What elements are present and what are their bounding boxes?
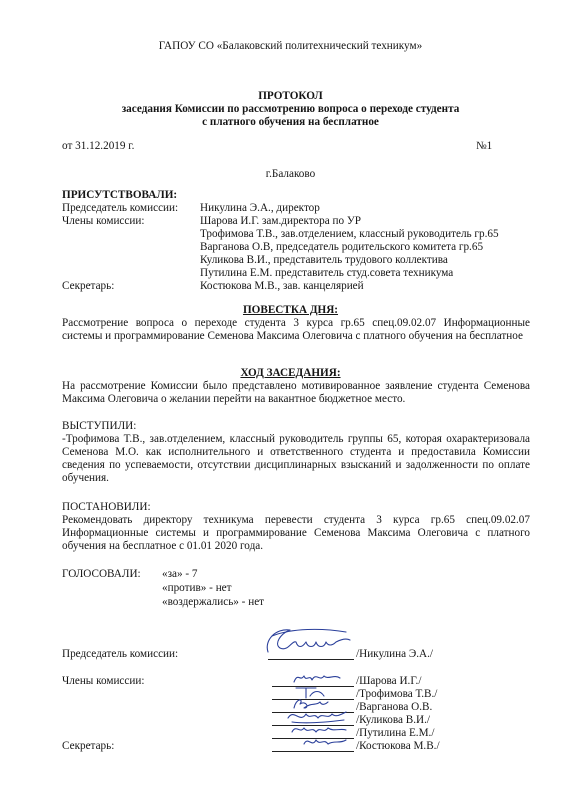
member-item: Куликова В.И., представитель трудового коллектива [200, 254, 448, 266]
sign-chair-name: /Никулина Э.А./ [356, 648, 434, 660]
sign-member-name: /Варганова О.В. [356, 701, 433, 713]
resolution-text: Рекомендовать директору техникума перевести студента 3 курса гр.65 спец.09.02.07 Информационные системы и программирование Семенова Максима Олеговича с платного обучения на бесплатное с 01.01 2020 года. [62, 514, 530, 552]
sign-member-name: /Куликова В.И./ [356, 714, 431, 726]
chair-value: Никулина Э.А., директор [200, 202, 320, 214]
sign-members-label: Члены комиссии: [62, 675, 145, 687]
sign-secretary-name: /Костюкова М.В./ [356, 740, 440, 752]
organization-name: ГАПОУ СО «Балаковский политехнический техникум» [158, 40, 423, 52]
vote-against: «против» - нет [162, 582, 232, 594]
sign-chair-label: Председатель комиссии: [62, 648, 179, 660]
secretary-label: Секретарь: [62, 280, 115, 292]
member-item: Шарова И.Г. зам.директора по УР [200, 215, 362, 227]
member-item: Путилина Е.М. представитель студ.совета техникума [200, 267, 454, 279]
agenda-text: Рассмотрение вопроса о переходе студента 3 курса гр.65 спец.09.02.07 Информационные системы и программирование Семенова Максима Олеговича с платного обучения на бесплатное [62, 317, 530, 342]
sign-member-name: /Путилина Е.М./ [356, 727, 435, 739]
protocol-number: №1 [476, 140, 493, 152]
secretary-value: Костюкова М.В., зав. канцелярией [200, 280, 364, 292]
signature-secretary [300, 734, 350, 752]
sign-member-name: /Шарова И.Г./ [356, 675, 422, 687]
vote-for: «за» - 7 [162, 568, 198, 580]
sign-member-name: /Трофимова Т.В./ [356, 688, 438, 700]
protocol-date: от 31.12.2019 г. [62, 140, 135, 152]
voting-label: ГОЛОСОВАЛИ: [62, 568, 141, 580]
member-item: Варганова О.В, председатель родительского комитета гр.65 [200, 241, 484, 253]
document-title: ПРОТОКОЛ [258, 90, 323, 102]
resolution-heading: ПОСТАНОВИЛИ: [62, 501, 151, 513]
proceedings-heading: ХОД ЗАСЕДАНИЯ: [240, 367, 341, 379]
vote-abstain: «воздержались» - нет [162, 596, 265, 608]
document-subtitle-line2: с платного обучения на бесплатное [202, 116, 379, 128]
attendees-heading: ПРИСУТСТВОВАЛИ: [62, 189, 178, 201]
city: г.Балаково [265, 168, 316, 180]
speakers-text: -Трофимова Т.В., зав.отделением, классный руководитель группы 65, которая охарактеризовала Семенова М.О. как исполнительного и ответственного студента и предоставила Комиссии сведения по успеваемости, отсутствии дисциплинарных взысканий и задолженности по оплате обучения. [62, 433, 530, 484]
document-subtitle-line1: заседания Комиссии по рассмотрению вопроса о переходе студента [121, 103, 460, 115]
member-item: Трофимова Т.В., зав.отделением, классный руководитель гр.65 [200, 228, 499, 240]
signature-chair [262, 622, 352, 662]
agenda-heading: ПОВЕСТКА ДНЯ: [242, 304, 339, 316]
speakers-heading: ВЫСТУПИЛИ: [62, 420, 137, 432]
members-label: Члены комиссии: [62, 215, 145, 227]
chair-label: Председатель комиссии: [62, 202, 179, 214]
proceedings-text: На рассмотрение Комиссии было представлено мотивированное заявление студента Семенова Максима Олеговича о желании перейти на вакантное бюджетное место. [62, 380, 530, 405]
sign-secretary-label: Секретарь: [62, 740, 115, 752]
